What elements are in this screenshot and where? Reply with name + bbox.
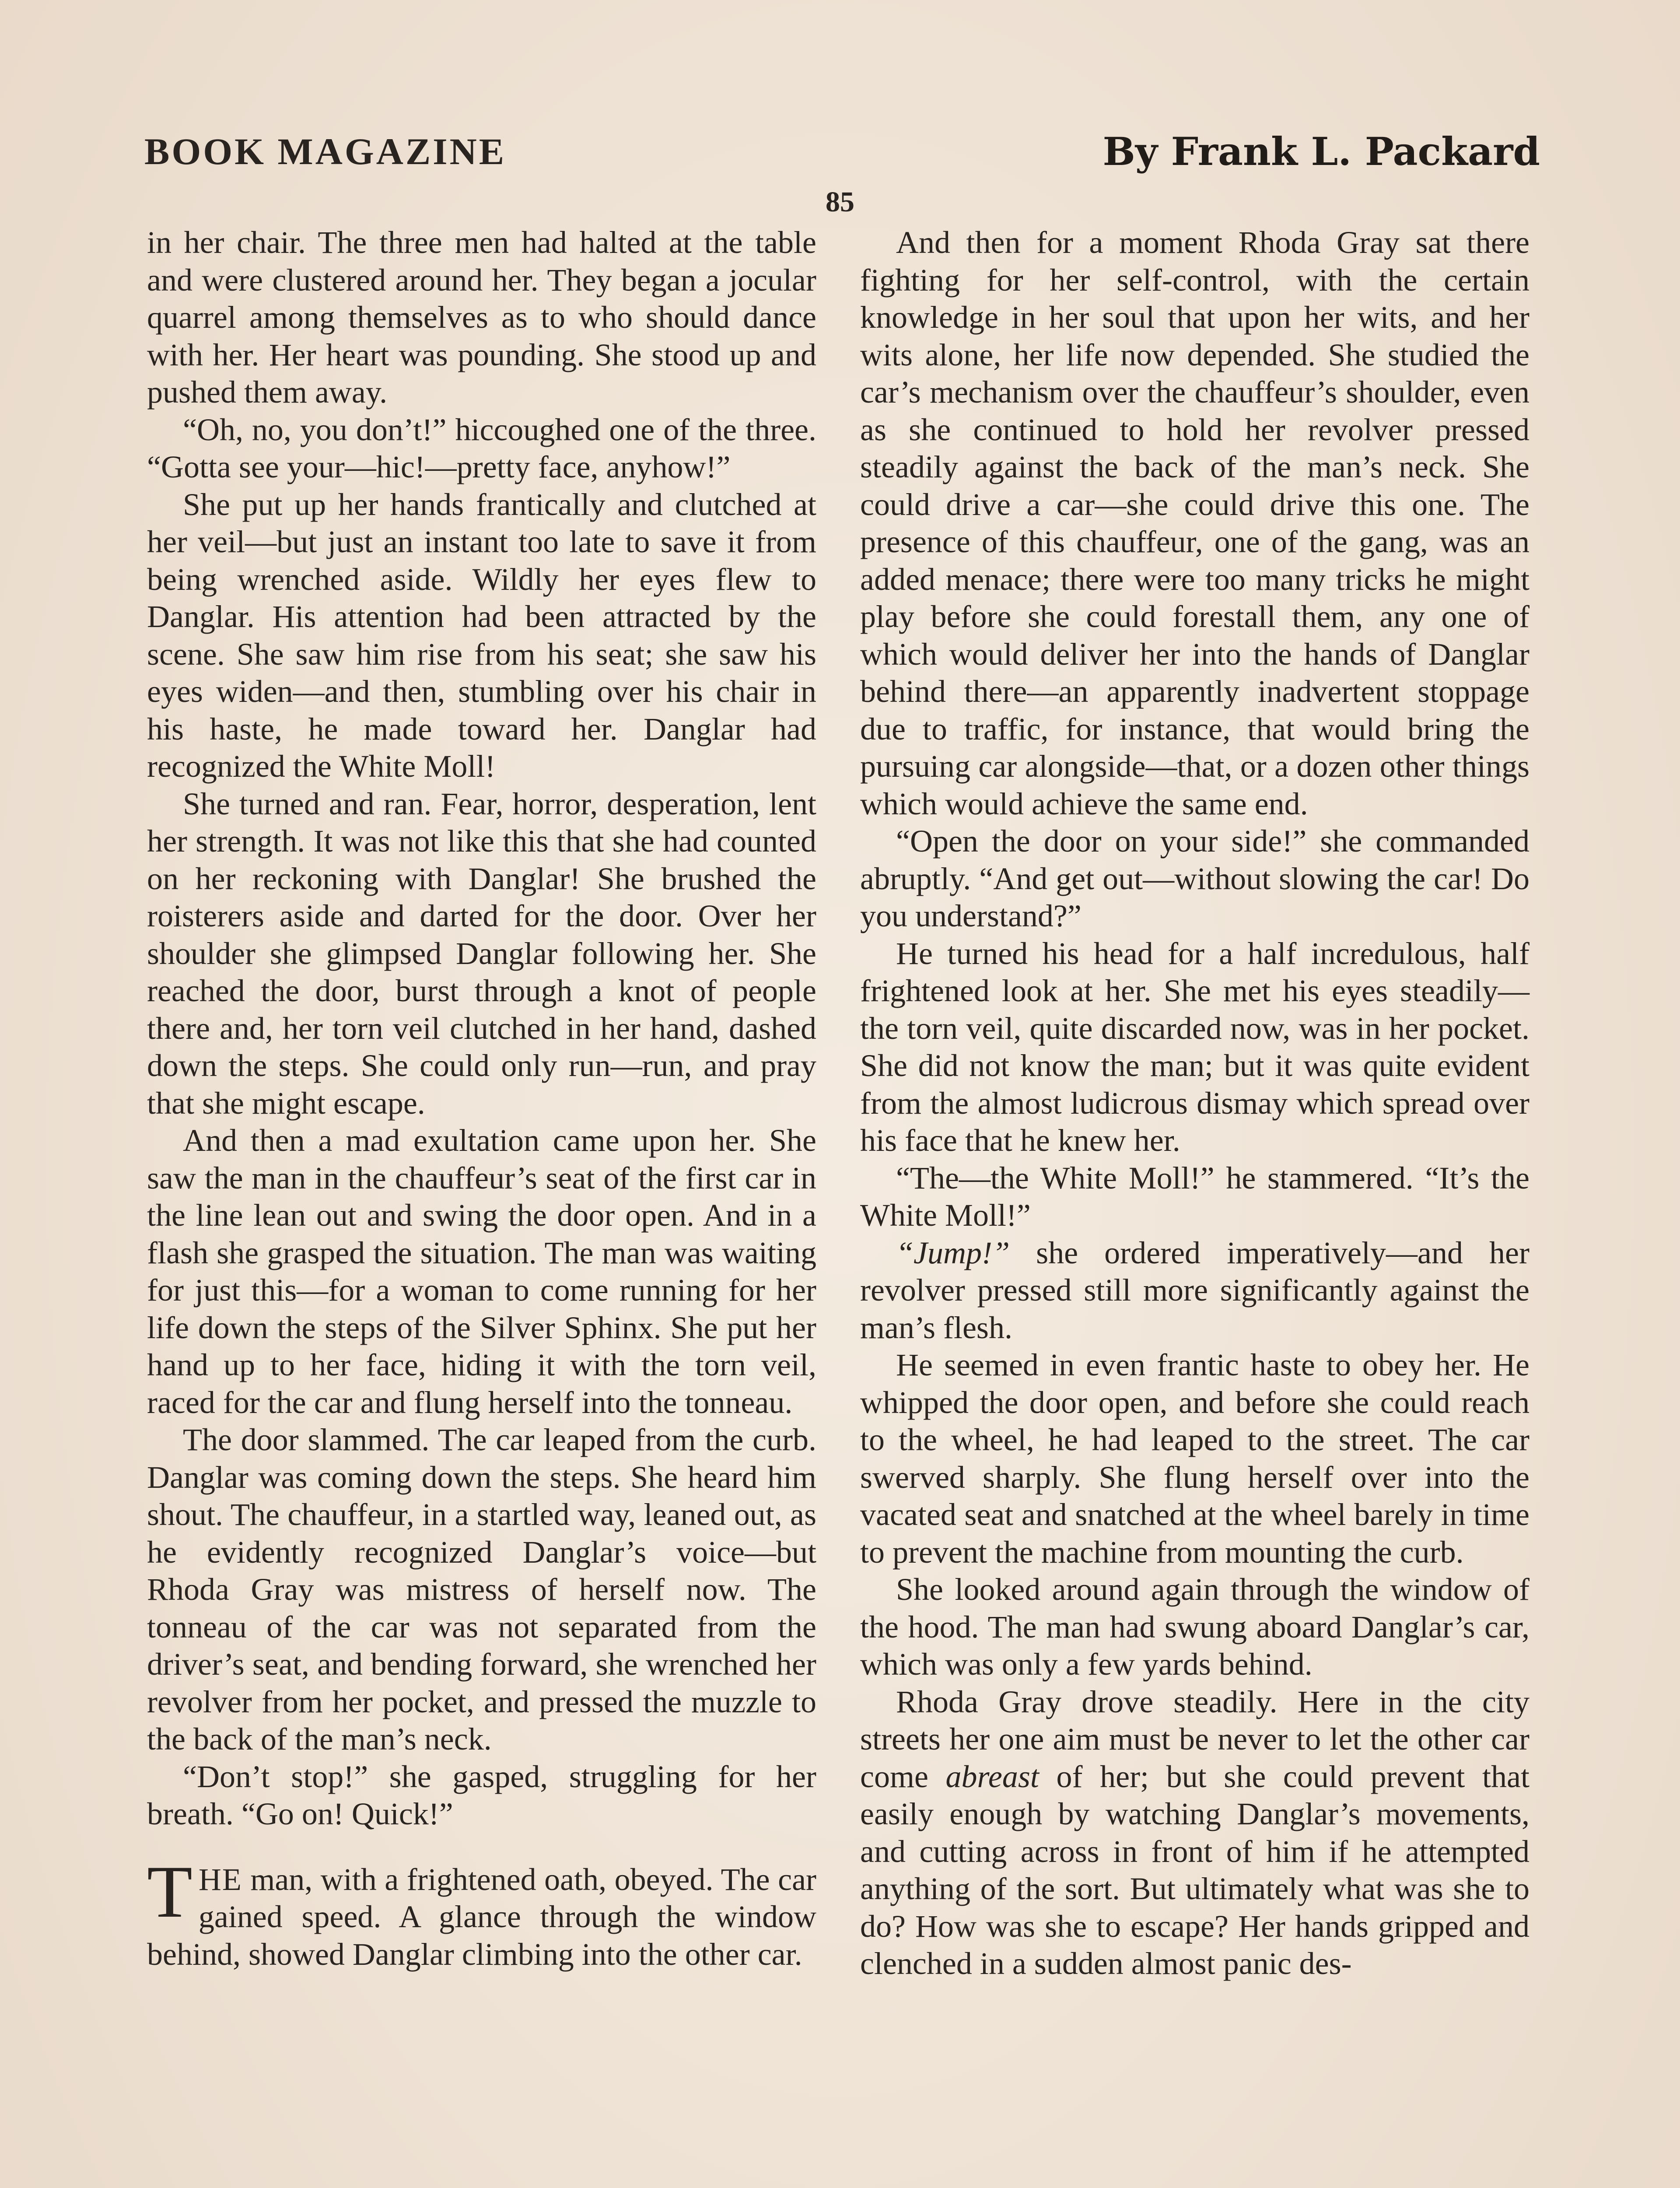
paragraph: She turned and ran. Fear, horror, desperation, lent her strength. It was not like this that she had counted on her reckoning with Danglar! She brushed the roisterers aside and darted for the door. Over her shoulder she glimpsed Danglar following her. She reached the door, burst through a knot of people there and, her torn veil clutched in her hand, dashed down the steps. She could only run—run, and pray that she might escape.: [147, 786, 816, 1121]
paragraph: And then for a moment Rhoda Gray sat there fighting for her self-control, with the certain knowledge in her soul that upon her wits, and her wits alone, her life now depended. She studied the car’s mechanism over the chauffeur’s shoulder, even as she continued to hold her revolver pressed steadily against the back of the man’s neck. She could drive a car—she could drive this one. The presence of this chauffeur, one of the gang, was an added menace; there were too many tricks he might play before she could forestall them, any one of which would deliver her into the hands of Danglar behind there—an apparently inadvertent stoppage due to traffic, for instance, that would bring the pursuing car alongside—that, or a dozen other things which would achieve the same end.: [860, 225, 1530, 821]
paragraph: [860, 1683, 1530, 1983]
author-byline: By Frank L. Packard: [1102, 129, 1540, 174]
paragraph: in her chair. The three men had halted at the table and were clustered around her. They began a jocular quarrel among themselves as to who should dance with her. Her heart was pounding. She stood up and pushed them away.: [147, 225, 816, 410]
paragraph: “Open the door on your side!” she commanded abruptly. “And get out—without slowing the car! Do you understand?”: [860, 824, 1530, 933]
paragraph: “Oh, no, you don’t!” hiccoughed one of the three. “Gotta see your—hic!—pretty face, anyhow!”: [147, 412, 816, 484]
paragraph: The door slammed. The car leaped from the curb. Danglar was coming down the steps. She heard him shout. The chauffeur, in a startled way, leaned out, as he evidently recognized Danglar’s voice—but Rhoda Gray was mistress of herself now. The tonneau of the car was not separated from the driver’s seat, and bending forward, she wrenched her revolver from her pocket, and pressed the muzzle to the back of the man’s neck.: [147, 1422, 816, 1757]
paragraph: She looked around again through the window of the hood. The man had swung aboard Danglar’s car, which was only a few yards behind.: [860, 1572, 1530, 1682]
paragraph-text: man, with a frightened oath, obeyed. The car gained speed. A glance through the window behind, showed Danglar climbing into the other car.: [147, 1862, 816, 1972]
section-paragraph: [147, 1850, 816, 1974]
drop-cap: T: [147, 1850, 192, 1933]
page-number: 85: [826, 186, 854, 218]
paragraph: He seemed in even frantic haste to obey her. He whipped the door open, and before she could reach to the wheel, he had leaped to the street. The car swerved sharply. She flung herself over into the vacated seat and snatched at the wheel barely in time to prevent the machine from mounting the curb.: [860, 1347, 1530, 1570]
left-column: [147, 224, 816, 1973]
magazine-title: BOOK MAGAZINE: [144, 130, 507, 172]
paragraph-text: she ordered imperatively—and her revolver pressed still more significantly against the man’s flesh.: [860, 1235, 1530, 1345]
paragraph: “The—the White Moll!” he stammered. “It’s the White Moll!”: [860, 1160, 1530, 1233]
paragraph: She put up her hands frantically and clutched at her veil—but just an instant too late to save it from being wrenched aside. Wildly her eyes flew to Danglar. His attention had been attracted by the scene. She saw him rise from his seat; she saw his eyes widen—and then, stumbling over his chair in his haste, he made toward her. Danglar had recognized the White Moll!: [147, 487, 816, 784]
paragraph-text: Rhoda Gray drove steadily. Here in the city streets her one aim must be never to let the other car come: [860, 1684, 1530, 1794]
small-caps-lead: HE: [198, 1862, 242, 1897]
italic-exclamation: “Jump!”: [896, 1235, 1010, 1270]
paragraph: He turned his head for a half incredulous, half frightened look at her. She met his eyes steadily—the torn veil, quite discarded now, was in her pocket. She did not know the man; but it was quite evident from the almost ludicrous dismay which spread over his face that he knew her.: [860, 936, 1530, 1158]
paragraph: “Don’t stop!” she gasped, struggling for her breath. “Go on! Quick!”: [147, 1759, 816, 1831]
right-column: [860, 224, 1530, 1983]
paragraph-text: of her; but she could prevent that easily enough by watching Danglar’s movements, and cutting across in front of him if he attempted anything of the sort. But ultimately what was she to do? How was she to escape? Her hands gripped and clenched in a sudden almost panic des-: [860, 1759, 1530, 1981]
italic-word: abreast: [945, 1759, 1039, 1794]
paragraph: And then a mad exultation came upon her. She saw the man in the chauffeur’s seat of the first car in the line lean out and swing the door open. And in a flash she grasped the situation. The man was waiting for just this—for a woman to come running for her life down the steps of the Silver Sphinx. She put her hand up to her face, hiding it with the torn veil, raced for the car and flung herself into the tonneau.: [147, 1123, 816, 1420]
paragraph: [860, 1234, 1530, 1347]
